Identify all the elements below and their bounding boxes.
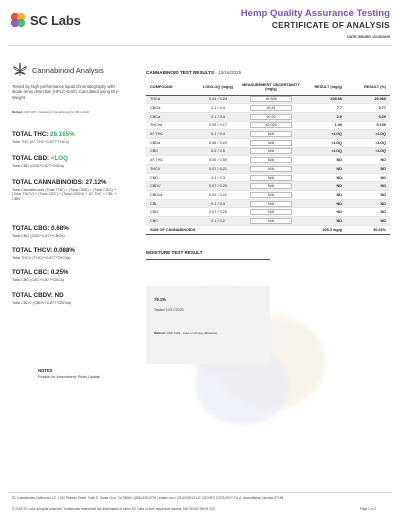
moisture-value: 79.1% xyxy=(154,297,166,302)
result-mg-cell: ND xyxy=(302,191,346,200)
lod-loq-cell: 0.1 / 0.4 xyxy=(196,199,240,208)
results-title xyxy=(146,70,241,75)
table-row xyxy=(146,147,390,156)
compound-cell: CBD xyxy=(146,173,196,182)
cannabinoid-method xyxy=(12,110,89,114)
result-mg-cell: <LOQ xyxy=(302,147,346,156)
compound-cell: CBC xyxy=(146,217,196,226)
metric-formula: Total THCV (THCV+0.877*THCVa) xyxy=(12,255,71,260)
result-percent-cell: ND xyxy=(346,217,390,226)
footer-copyright xyxy=(12,507,388,511)
uncertainty-cell xyxy=(240,165,302,174)
page-number: Page 2 of 2 xyxy=(359,507,376,511)
result-mg-cell: ND xyxy=(302,156,346,165)
metric-formula: Total CBDV (CBDV+0.877*CBDVa) xyxy=(12,300,72,305)
uncertainty-cell xyxy=(240,173,302,182)
uncertainty-value: ±0.41 xyxy=(250,105,292,111)
table-row xyxy=(146,121,390,130)
col-header: LOD/LOQ (mg/g) xyxy=(196,79,240,95)
lod-loq-cell: 0.05 / 0.50 xyxy=(196,156,240,165)
uncertainty-value: N/A xyxy=(250,148,292,154)
results-header-row xyxy=(146,79,390,95)
lod-loq-cell: 0.06 / 0.22 xyxy=(196,138,240,147)
metric-value: <LOQ xyxy=(50,155,68,162)
metric-total-cbc xyxy=(12,269,68,282)
compound-cell: CBDV xyxy=(146,182,196,191)
metric-label: TOTAL CANNABINOIDS: 27.12% xyxy=(12,179,107,186)
metric-formula: Total Cannabinoids (Total THC) + (Total CBD) + (Total CBG) + (Total THCV) + (Total CBC) + (Total CBDV) + Δ⁸-THC + CBL + CBN xyxy=(12,187,117,201)
uncertainty-value: N/A xyxy=(250,131,292,137)
result-mg-cell: <LOQ xyxy=(302,138,346,147)
uncertainty-value: N/A xyxy=(250,140,292,146)
result-mg-cell: 7.7 xyxy=(302,104,346,113)
compound-cell: THCVa xyxy=(146,121,196,130)
footer-address: SC Laboratories California LLC. | 100 Pioneer Street, Suite E, Santa Cruz, CA 95060 | (866) 435-0709 | sclabs.com | C8-0000013-LIC | ISO/IES 17025:2017 P.A.A. Accreditation Number 87168 xyxy=(12,496,284,500)
compound-cell: THCV xyxy=(146,165,196,174)
table-row xyxy=(146,199,390,208)
header-subtitle: CERTIFICATE OF ANALYSIS xyxy=(271,20,390,30)
uncertainty-value: N/A xyxy=(250,201,292,207)
lod-loq-cell: 0.1 / 0.3 xyxy=(196,173,240,182)
table-row xyxy=(146,104,390,113)
metric-label: TOTAL CBD: xyxy=(12,155,50,162)
metric-total-cbd xyxy=(12,155,68,168)
metric-total-cbdv xyxy=(12,292,71,305)
col-header: RESULT (mg/g) xyxy=(302,79,346,95)
result-percent-cell: ND xyxy=(346,182,390,191)
uncertainty-value: N/A xyxy=(250,209,292,215)
uncertainty-cell xyxy=(240,199,302,208)
lod-loq-cell: 0.07 / 0.20 xyxy=(196,182,240,191)
uncertainty-cell xyxy=(240,112,302,121)
compound-cell: THCa xyxy=(146,95,196,104)
result-percent-cell: <LOQ xyxy=(346,130,390,139)
results-table xyxy=(146,79,390,235)
uncertainty-value: N/A xyxy=(250,175,292,181)
sum-label: SUM OF CANNABINOIDS xyxy=(146,225,302,234)
results-date: - 10/16/2025 xyxy=(215,70,242,75)
col-header: COMPOUND xyxy=(146,79,196,95)
moisture-method-text: QSP 1324 - Loss on Drying (Moisture) xyxy=(166,331,218,335)
result-percent-cell: ND xyxy=(346,173,390,182)
result-percent-cell: 0.29 xyxy=(346,112,390,121)
result-percent-cell: <LOQ xyxy=(346,147,390,156)
result-percent-cell: <LOQ xyxy=(346,138,390,147)
cannabinoid-description: Tested by high-performance liquid chromatography with diode-array detection (HPLC-DAD). Calculated using Dry-Weight. xyxy=(12,84,120,100)
metric-label: TOTAL CBG: 0.68% xyxy=(12,225,69,232)
result-percent-cell: 29.966 xyxy=(346,95,390,104)
footer-copyright-text: © 2025 SC Labs all rights reserved. Trademarks referenced are trademarks of either SC Labs or their respective owners. MKT00162 REV8 2/22 xyxy=(12,507,216,511)
metric-value: 26.165% xyxy=(50,131,75,138)
compound-cell: CBDa xyxy=(146,138,196,147)
metric-total-thc xyxy=(12,131,75,144)
metric-total-thcv xyxy=(12,247,75,260)
results-title-text: CANNABINOID TEST RESULTS xyxy=(146,70,215,75)
result-percent-cell: 0.77 xyxy=(346,104,390,113)
result-percent-cell: ND xyxy=(346,156,390,165)
uncertainty-cell xyxy=(240,104,302,113)
sc-labs-logo-icon xyxy=(8,10,28,30)
result-mg-cell: ND xyxy=(302,208,346,217)
result-percent-cell: ND xyxy=(346,165,390,174)
compound-cell: CBCa xyxy=(146,112,196,121)
uncertainty-cell xyxy=(240,147,302,156)
result-percent-cell: ND xyxy=(346,199,390,208)
moisture-tested-date: Tested 10/17/2025 xyxy=(154,308,184,312)
uncertainty-value: ±0.20 xyxy=(250,114,292,120)
lod-loq-cell: 0.1 / 0.2 xyxy=(196,217,240,226)
table-row xyxy=(146,165,390,174)
compound-cell: CBGa xyxy=(146,104,196,113)
table-row xyxy=(146,130,390,139)
table-row xyxy=(146,112,390,121)
compound-cell: CBDVa xyxy=(146,191,196,200)
result-mg-cell: ND xyxy=(302,165,346,174)
uncertainty-value: ±9.555 xyxy=(250,96,292,102)
footer-divider xyxy=(8,492,392,493)
uncertainty-value: N/A xyxy=(250,218,292,224)
compound-cell: CBL xyxy=(146,199,196,208)
lod-loq-cell: 0.02 / 0.22 xyxy=(196,191,240,200)
compound-cell: Δ⁹-THC xyxy=(146,130,196,139)
uncertainty-cell xyxy=(240,138,302,147)
uncertainty-cell xyxy=(240,95,302,104)
moisture-method-label: Method: xyxy=(154,331,166,335)
compound-cell: CBG xyxy=(146,147,196,156)
metric-formula: Total CBD (CBD+0.877*CBDa) xyxy=(12,163,65,168)
lod-loq-cell: 0.07 / 0.20 xyxy=(196,208,240,217)
cannabinoid-heading xyxy=(12,62,104,78)
moisture-title: MOISTURE TEST RESULT xyxy=(146,250,203,255)
col-header: MEASUREMENT UNCERTAINTY (mg/g) xyxy=(240,79,302,95)
metric-total-cbg xyxy=(12,225,69,238)
lod-loq-cell: 0.04 / 0.24 xyxy=(196,95,240,104)
sum-row xyxy=(146,225,390,234)
table-row xyxy=(146,182,390,191)
result-mg-cell: 299.66 xyxy=(302,95,346,104)
uncertainty-cell xyxy=(240,130,302,139)
metric-formula: Total CBC (CBC+0.877*CBCa) xyxy=(12,277,65,282)
table-row xyxy=(146,173,390,182)
notes-title: NOTES xyxy=(38,368,53,373)
result-mg-cell: ND xyxy=(302,182,346,191)
metric-label: TOTAL THCV: 0.088% xyxy=(12,247,75,254)
moisture-divider xyxy=(146,259,270,260)
notes-text: Reason for Amendment: Photo Update xyxy=(38,375,100,379)
result-percent-cell: 0.100 xyxy=(346,121,390,130)
metric-formula: Total CBG (CBG+0.877*CBGa) xyxy=(12,233,65,238)
uncertainty-cell xyxy=(240,121,302,130)
cannabinoid-title: Cannabinoid Analysis xyxy=(32,65,104,75)
uncertainty-value: N/A xyxy=(250,183,292,189)
compound-cell: Δ⁸-THC xyxy=(146,156,196,165)
result-percent-cell: ND xyxy=(346,208,390,217)
header-divider xyxy=(8,45,392,46)
result-percent-cell: ND xyxy=(346,191,390,200)
date-issued: DATE ISSUED 12/15/2025 xyxy=(347,35,390,39)
table-row xyxy=(146,217,390,226)
method-label: Method: xyxy=(12,110,23,114)
table-row xyxy=(146,156,390,165)
result-mg-cell: ND xyxy=(302,173,346,182)
table-row xyxy=(146,95,390,104)
logo-text: SC Labs xyxy=(30,12,81,28)
result-mg-cell: ND xyxy=(302,217,346,226)
result-mg-cell: <LOQ xyxy=(302,130,346,139)
lod-loq-cell: 0.05 / 0.17 xyxy=(196,121,240,130)
cannabis-leaf-icon xyxy=(12,62,28,78)
col-header: RESULT (%) xyxy=(346,79,390,95)
result-mg-cell: 2.9 xyxy=(302,112,346,121)
header-title: Hemp Quality Assurance Testing xyxy=(240,8,390,19)
metric-label: TOTAL THC: xyxy=(12,131,49,138)
uncertainty-value: N/A xyxy=(250,166,292,172)
uncertainty-cell xyxy=(240,156,302,165)
table-row xyxy=(146,138,390,147)
compound-cell: CBN xyxy=(146,208,196,217)
metric-total-cannabinoids xyxy=(12,179,124,201)
lod-loq-cell: 0.1 / 0.4 xyxy=(196,112,240,121)
lod-loq-cell: 0.07 / 0.21 xyxy=(196,165,240,174)
table-row xyxy=(146,208,390,217)
sum-mg: 309.3 mg/g xyxy=(302,225,346,234)
metric-label: TOTAL CBDV: ND xyxy=(12,292,64,299)
metric-formula: Total THC (Δ⁹-THC+0.877*THCa) xyxy=(12,139,69,144)
result-mg-cell: ND xyxy=(302,199,346,208)
uncertainty-cell xyxy=(240,182,302,191)
uncertainty-value: N/A xyxy=(250,157,292,163)
method-text: QSP 1157 - Analysis of Cannabinoids by HPLC-DAD xyxy=(23,110,89,114)
moisture-method xyxy=(154,331,254,335)
lod-loq-cell: 0.2 / 0.5 xyxy=(196,147,240,156)
uncertainty-cell xyxy=(240,208,302,217)
metric-label: TOTAL CBC: 0.25% xyxy=(12,269,69,276)
lod-loq-cell: 0.1 / 0.4 xyxy=(196,104,240,113)
uncertainty-value: N/A xyxy=(250,192,292,198)
sc-labs-logo xyxy=(8,10,81,30)
lod-loq-cell: 0.1 / 0.4 xyxy=(196,130,240,139)
result-mg-cell: 1.00 xyxy=(302,121,346,130)
uncertainty-cell xyxy=(240,191,302,200)
sum-percent: 30.93% xyxy=(346,225,390,234)
uncertainty-value: ±0.024 xyxy=(250,122,292,128)
uncertainty-cell xyxy=(240,217,302,226)
table-row xyxy=(146,191,390,200)
